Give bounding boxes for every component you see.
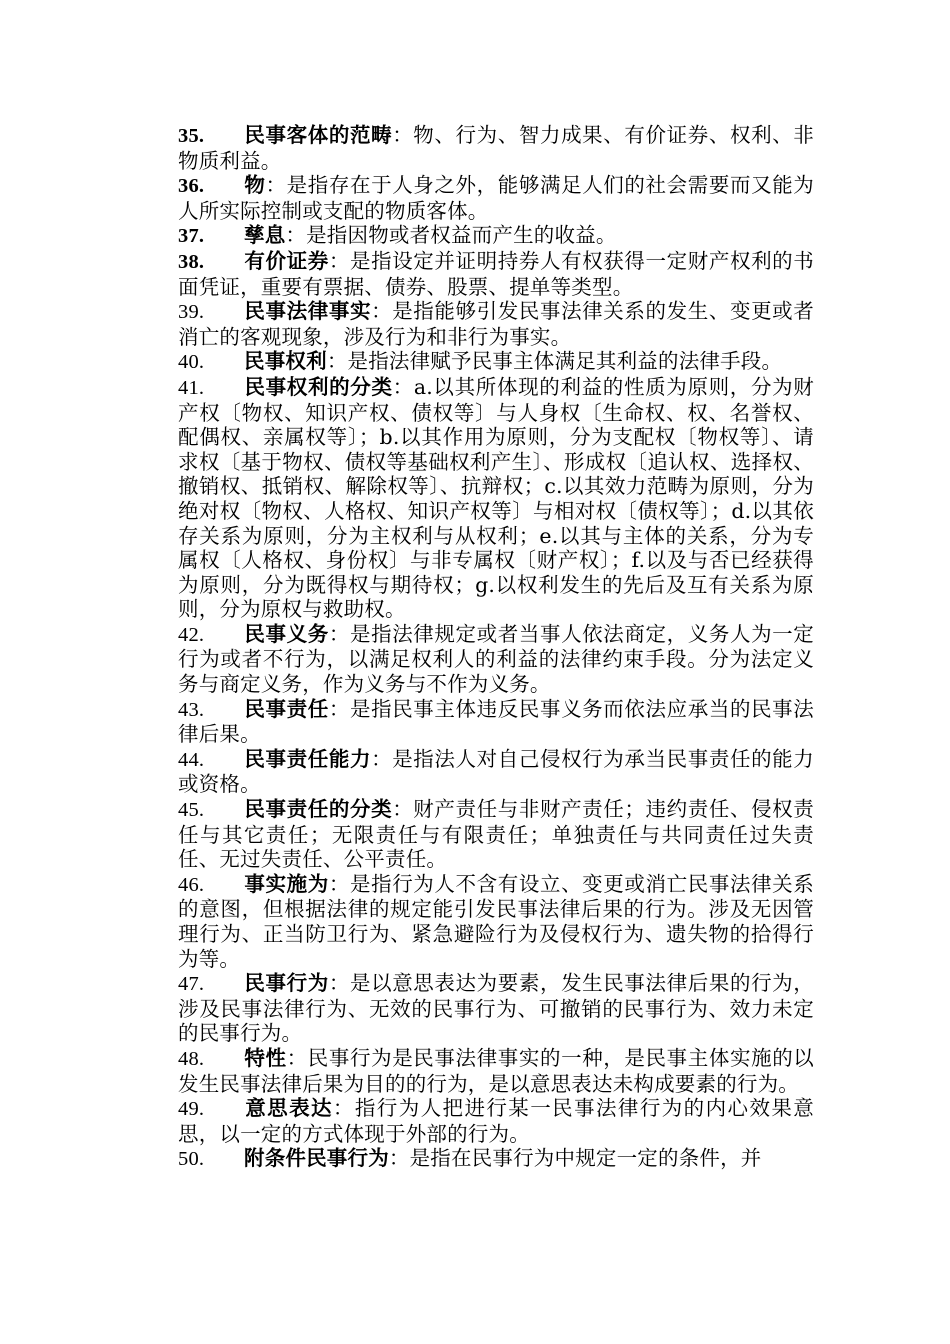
entry-number: 47. <box>178 973 205 996</box>
entry-number: 45. <box>178 799 205 822</box>
entry-term: 事实施为 <box>244 871 329 896</box>
definition-entry <box>178 223 814 249</box>
entry-term: 民事权利的分类 <box>244 374 393 399</box>
entry-definition: ：是指法人对自己侵权行为承当民事责任的能力或资格。 <box>178 746 814 797</box>
definition-entry <box>178 249 814 299</box>
definition-entry <box>178 872 814 971</box>
entry-term: 附条件民事行为 <box>244 1146 389 1171</box>
entry-term: 民事责任 <box>244 696 329 721</box>
entry-number: 49. <box>178 1098 205 1121</box>
definition-entry <box>178 123 814 173</box>
entry-definition: ：是指因物或者权益而产生的收益。 <box>285 223 617 248</box>
definition-entry <box>178 1146 814 1172</box>
definition-entry <box>178 747 814 797</box>
entry-definition: ：是指法律规定或者当事人依法商定，义务人为一定行为或者不行为，以满足权利人的利益的法律约束手段。分为法定义务与商定义务，作为义务与不作为义务。 <box>178 621 814 697</box>
entry-number: 39. <box>178 301 205 324</box>
definition-entry <box>178 375 814 622</box>
entry-term: 物 <box>244 173 266 198</box>
entry-term: 民事责任能力 <box>244 746 372 771</box>
entry-definition: ：是以意思表达为要素，发生民事法律后果的行为，涉及民事法律行为、无效的民事行为、可撤销的民事行为、效力未定的民事行为。 <box>178 971 814 1046</box>
entry-definition: ：是指民事主体违反民事义务而依法应承当的民事法律后果。 <box>178 696 814 747</box>
entry-number: 37. <box>178 225 205 248</box>
entry-term: 民事客体的范畴 <box>244 123 393 147</box>
entry-definition: ：民事行为是民事法律事实的一种，是民事主体实施的以发生民事法律后果为目的的行为，是以意思表达未构成要素的行为。 <box>178 1045 815 1096</box>
definition-entry <box>178 622 814 697</box>
entry-number: 48. <box>178 1047 205 1070</box>
definition-entry <box>178 173 814 223</box>
entry-number: 35. <box>178 125 205 147</box>
definition-entry <box>178 697 814 747</box>
entry-definition: ：物、行为、智力成果、有价证券、权利、非物质利益。 <box>178 123 814 173</box>
definition-entry <box>178 1096 814 1146</box>
entry-term: 民事责任的分类 <box>244 797 393 822</box>
entry-number: 40. <box>178 351 205 374</box>
entry-definition: ：是指存在于人身之外，能够满足人们的社会需要而又能为人所实际控制或支配的物质客体。 <box>178 173 815 223</box>
entry-definition: ：是指设定并证明持券人有权获得一定财产权利的书面凭证，重要有票据、债券、股票、提单等类型。 <box>178 248 814 299</box>
entry-definition: ：是指在民事行为中规定一定的条件，并 <box>388 1146 762 1171</box>
definition-entry <box>178 299 814 349</box>
entry-term: 孳息 <box>244 223 286 248</box>
entry-term: 特性 <box>244 1045 287 1070</box>
entry-number: 50. <box>178 1148 205 1171</box>
entry-definition: ：财产责任与非财产责任；违约责任、侵权责任与其它责任；无限责任与有限责任；单独责任与共同责任过失责任、无过失责任、公平责任。 <box>178 797 814 872</box>
entry-number: 38. <box>178 250 205 273</box>
entry-term: 意思表达 <box>244 1096 333 1121</box>
entry-term: 民事行为 <box>244 971 329 996</box>
entry-definition: ：是指法律赋予民事主体满足其利益的法律手段。 <box>326 349 783 374</box>
entry-definition: ：指行为人把进行某一民事法律行为的内心效果意思，以一定的方式体现于外部的行为。 <box>178 1096 814 1146</box>
entry-definition: ：是指行为人不含有设立、变更或消亡民事法律关系的意图，但根据法律的规定能引发民事法律后果的行为。涉及无因管理行为、正当防卫行为、紧急避险行为及侵权行为、遗失物的拾得行为等。 <box>178 871 814 971</box>
entry-term: 民事义务 <box>244 621 329 646</box>
definition-entry <box>178 971 814 1046</box>
entry-number: 41. <box>178 376 205 399</box>
entry-definition: ：a.以其所体现的利益的性质为原则，分为财产权〔物权、知识产权、债权等〕与人身权〔生命权、权、名誉权、配偶权、亲属权等〕；b.以其作用为原则，分为支配权〔物权等〕、请求权〔基于物权、债权等基础权利产生〕、形成权〔追认权、选择权、撤销权、抵销权、解除权等〕、抗辩权；c.以其效力范畴为原则，分为绝对权〔物权、人格权、知识产权等〕与相对权〔债权等〕；d.以其依存关系为原则，分为主权利与从权利；e.以其与主体的关系，分为专属权〔人格权、身份权〕与非专属权〔财产权〕；f.以及与否已经获得为原则，分为既得权与期待权；g.以权利发生的先后及互有关系为原则，分为原权与救助权。 <box>178 374 814 622</box>
definition-entry <box>178 349 814 375</box>
entry-number: 42. <box>178 623 205 646</box>
entry-definition: ：是指能够引发民事法律关系的发生、变更或者消亡的客观现象，涉及行为和非行为事实。 <box>178 299 814 349</box>
definition-entry <box>178 1046 814 1096</box>
entry-number: 43. <box>178 698 205 721</box>
entry-term: 民事权利 <box>244 349 327 374</box>
document-page <box>178 123 814 1172</box>
entry-number: 36. <box>178 175 205 198</box>
entry-number: 44. <box>178 748 205 771</box>
entry-term: 民事法律事实 <box>244 299 372 324</box>
definition-entry <box>178 797 814 872</box>
entry-term: 有价证券 <box>244 248 329 273</box>
entry-number: 46. <box>178 873 205 896</box>
